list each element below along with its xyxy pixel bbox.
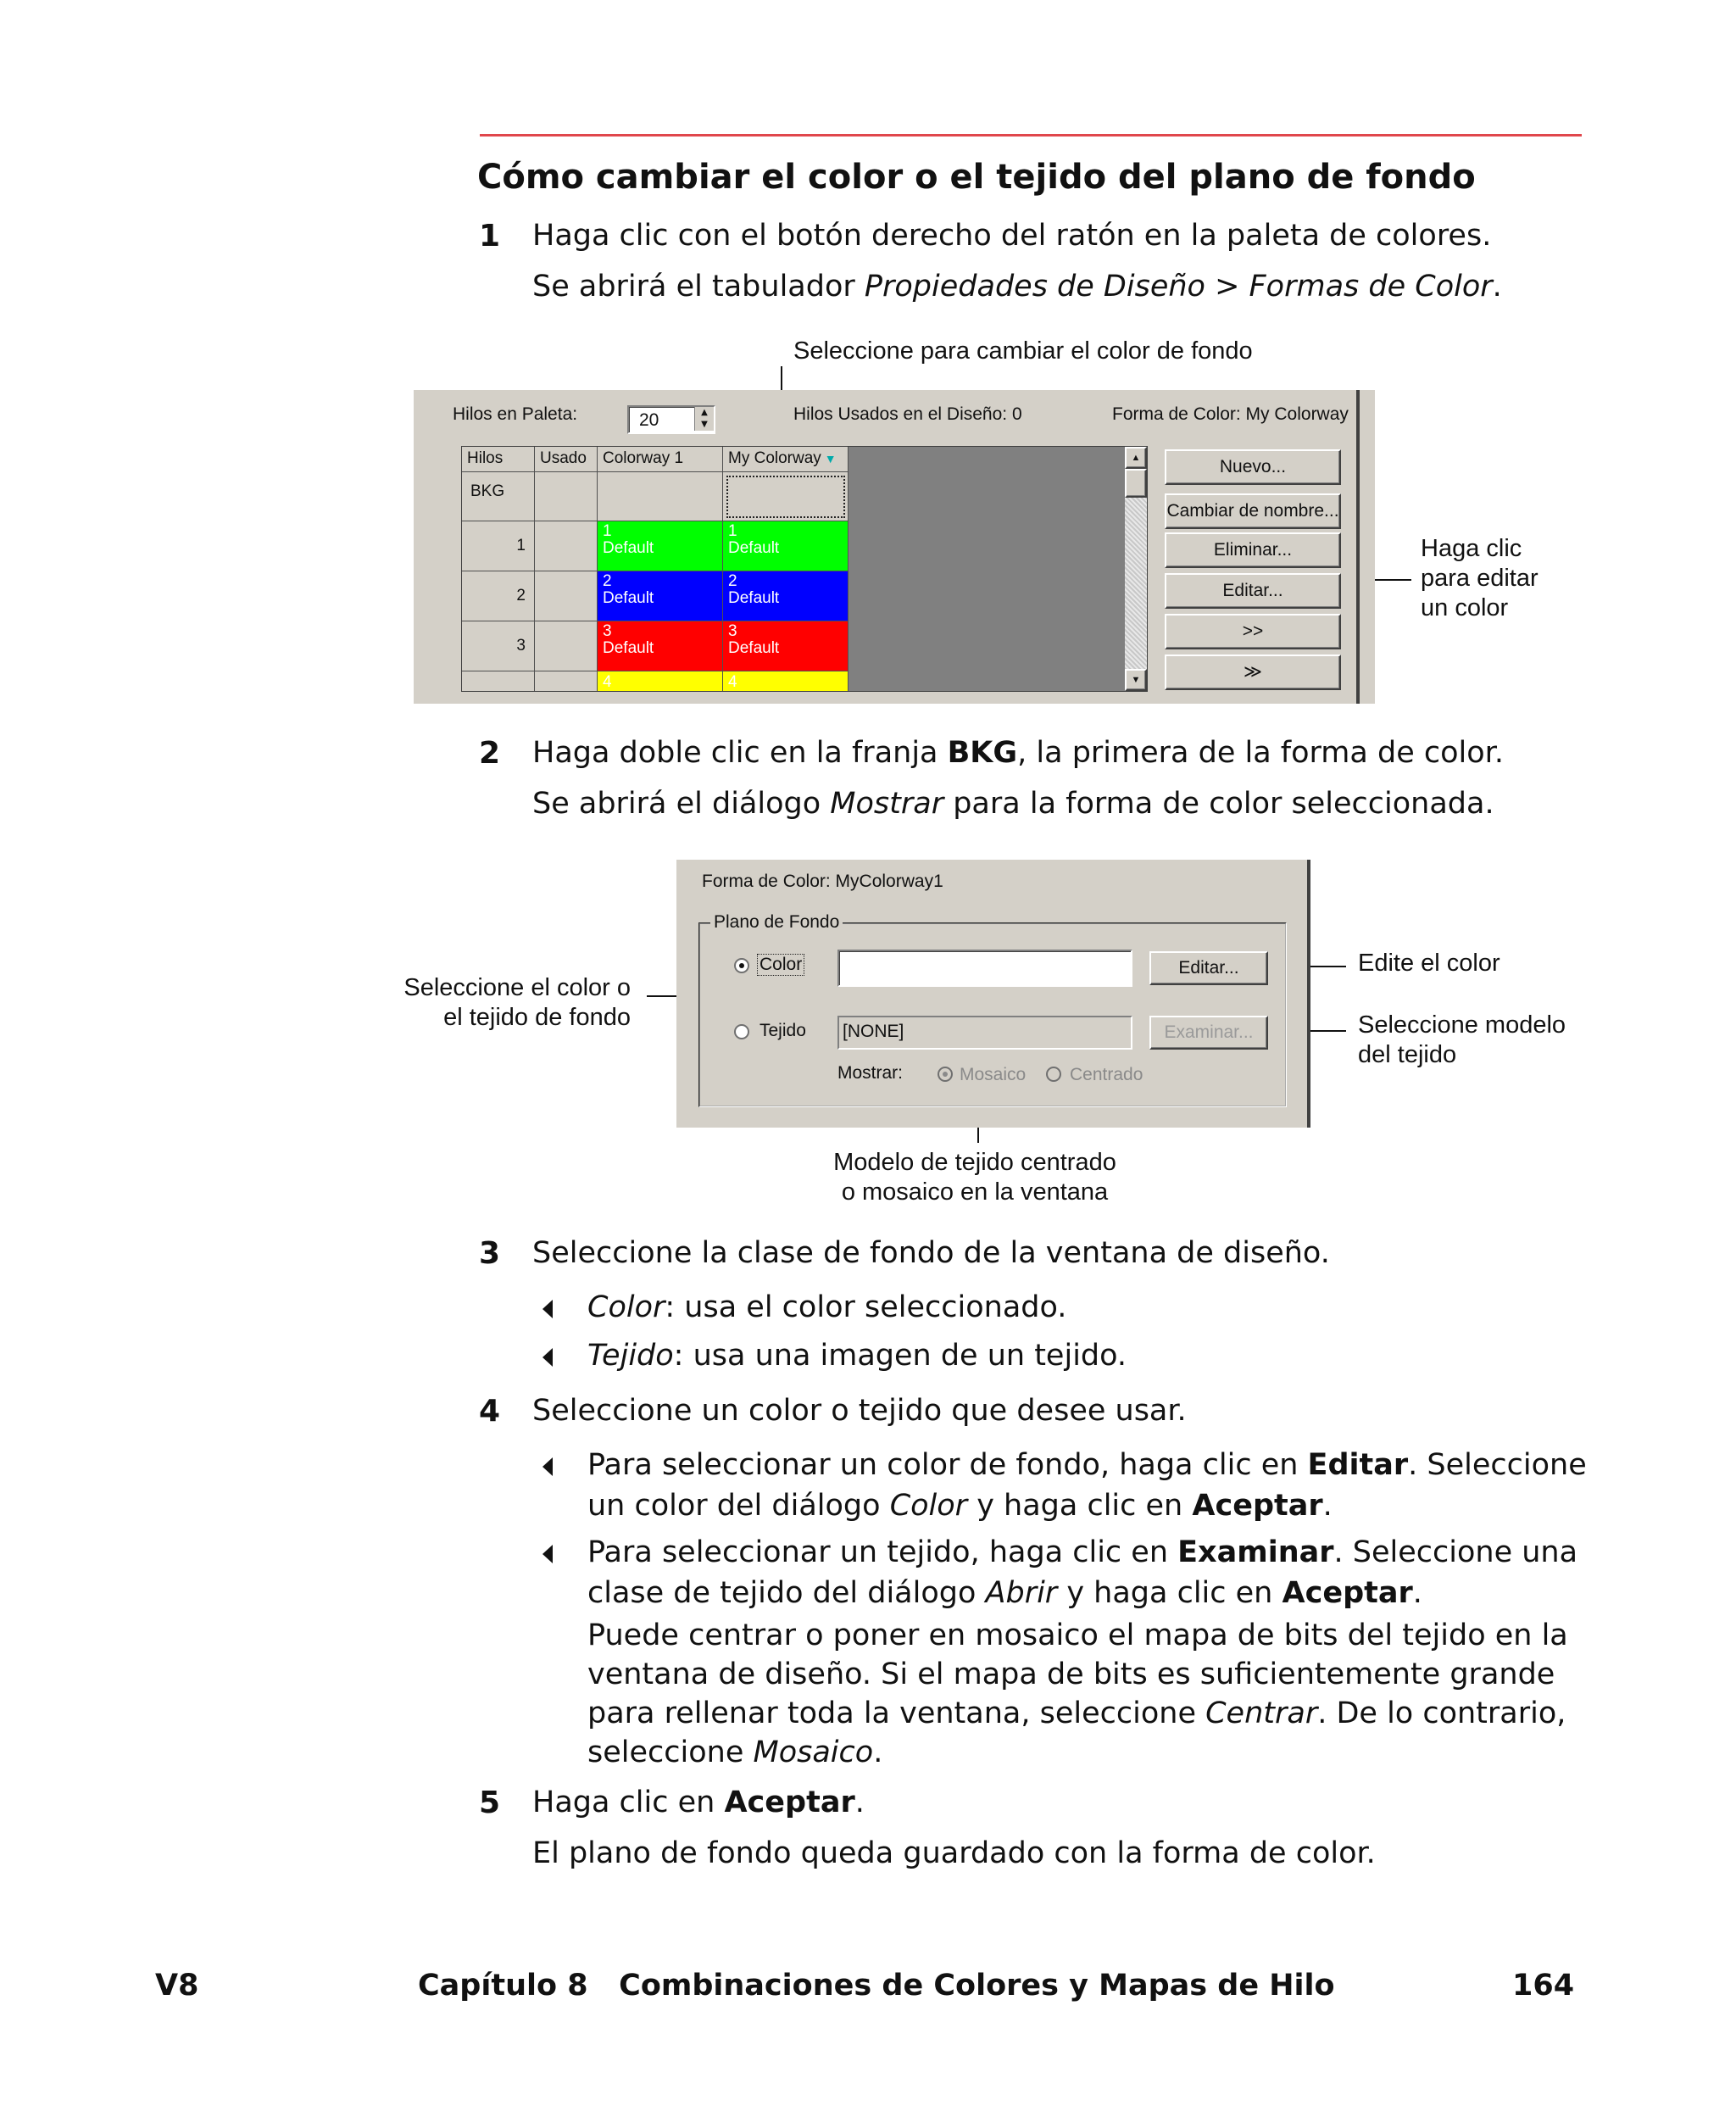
bkg-cell-mycolorway[interactable] — [723, 472, 849, 521]
bullet-text: Para seleccionar un tejido, haga clic en Examinar. Seleccione una — [587, 1535, 1578, 1569]
tejido-field: [NONE] — [837, 1016, 1132, 1050]
step-number: 3 — [479, 1236, 501, 1271]
colorway-grid[interactable] — [461, 446, 1148, 692]
mostrar-label: Mostrar: — [837, 1063, 904, 1083]
vertical-scrollbar[interactable] — [1125, 447, 1147, 691]
color-radio-label[interactable]: Color — [760, 955, 803, 974]
usados-label: Hilos Usados en el Diseño: 0 — [793, 404, 1022, 424]
usado-cell — [535, 521, 598, 571]
step-subtext: Se abrirá el tabulador Propiedades de Diseño > Formas de Color. — [532, 270, 1502, 304]
step-number: 5 — [479, 1786, 501, 1820]
color-cell[interactable]: 4 — [723, 671, 849, 692]
panel-divider — [1356, 390, 1360, 704]
usado-cell — [535, 621, 598, 671]
step-number: 2 — [479, 736, 501, 771]
row-header[interactable]: 1 — [462, 521, 535, 571]
step-number: 1 — [479, 219, 501, 253]
callout-top: Seleccione para cambiar el color de fondo — [793, 337, 1253, 365]
section-title: Cómo cambiar el color o el tejido del plano de fondo — [477, 158, 1476, 197]
scroll-up-icon[interactable]: ▲ — [1125, 447, 1147, 469]
color-cell[interactable]: 2 Default — [598, 571, 723, 621]
step-subtext: Se abrirá el diálogo Mostrar para la forma de color seleccionada. — [532, 787, 1494, 821]
mosaico-radio[interactable] — [938, 1067, 953, 1082]
nuevo-button[interactable]: Nuevo... — [1165, 449, 1341, 485]
step-text: Seleccione la clase de fondo de la ventana de diseño. — [532, 1236, 1330, 1270]
paragraph-line: para rellenar toda la ventana, seleccione Centrar. De lo contrario, — [587, 1696, 1566, 1730]
editar-color-button[interactable]: Editar... — [1165, 573, 1341, 609]
footer-chapter: Capítulo 8 Combinaciones de Colores y Mapas de Hilo — [418, 1969, 1335, 2003]
color-field[interactable] — [837, 950, 1132, 987]
colorway-panel — [414, 390, 1375, 704]
sort-arrow-icon: ▼ — [821, 452, 837, 465]
color-cell[interactable]: 3 Default — [598, 621, 723, 671]
expand-right-button[interactable]: >> — [1165, 614, 1341, 649]
callout-bottom: Modelo de tejido centrado o mosaico en la ventana — [833, 1149, 1116, 1206]
bullet-text: Para seleccionar un color de fondo, haga clic en Editar. Seleccione — [587, 1448, 1587, 1482]
mosaico-radio-label[interactable]: Mosaico — [960, 1065, 1027, 1084]
bkg-cell-colorway1[interactable] — [598, 472, 723, 521]
footer-version: V8 — [155, 1969, 199, 2003]
tejido-radio[interactable] — [734, 1024, 749, 1039]
group-label: Plano de Fondo — [710, 912, 843, 933]
bullet-icon — [542, 1300, 553, 1318]
color-cell[interactable]: 3 Default — [723, 621, 849, 671]
forma-label: Forma de Color: MyColorway1 — [702, 872, 943, 891]
usado-cell — [535, 571, 598, 621]
step-text: Seleccione un color o tejido que desee usar. — [532, 1394, 1187, 1428]
callout-left: Seleccione el color o el tejido de fondo — [403, 974, 631, 1031]
step-subtext: El plano de fondo queda guardado con la forma de color. — [532, 1836, 1376, 1870]
eliminar-button[interactable]: Eliminar... — [1165, 532, 1341, 568]
row-header[interactable]: 3 — [462, 621, 535, 671]
col-header-mycolorway[interactable]: My Colorway ▼ — [723, 447, 849, 472]
row-header[interactable]: 2 — [462, 571, 535, 621]
bullet-text: Tejido: usa una imagen de un tejido. — [587, 1339, 1127, 1373]
paragraph-line: Puede centrar o poner en mosaico el mapa de bits del tejido en la — [587, 1618, 1568, 1652]
callout-model: Seleccione modelo del tejido — [1358, 1011, 1566, 1068]
bullet-icon — [542, 1545, 553, 1563]
bullet-icon — [542, 1457, 553, 1476]
row-header[interactable] — [462, 671, 535, 692]
col-header-usado[interactable]: Usado — [535, 447, 598, 472]
spinner-arrows-icon[interactable]: ▲ ▼ — [694, 407, 714, 431]
row-header-bkg[interactable]: BKG — [462, 472, 535, 521]
centrado-radio-label[interactable]: Centrado — [1070, 1065, 1143, 1084]
step-number: 4 — [479, 1394, 501, 1429]
examinar-button[interactable]: Examinar... — [1149, 1016, 1268, 1050]
callout-right: Haga clic para editar un color — [1421, 535, 1538, 621]
cambiar-nombre-button[interactable]: Cambiar de nombre... — [1165, 493, 1341, 529]
color-cell[interactable]: 4 — [598, 671, 723, 692]
usado-cell — [535, 671, 598, 692]
step-text: Haga clic con el botón derecho del ratón en la paleta de colores. — [532, 219, 1492, 253]
paragraph-line: seleccione Mosaico. — [587, 1735, 883, 1769]
tejido-radio-label[interactable]: Tejido — [760, 1021, 806, 1040]
callout-edit: Edite el color — [1358, 950, 1500, 977]
bullet-text: un color del diálogo Color y haga clic en Aceptar. — [587, 1489, 1333, 1523]
footer-page-number: 164 — [1512, 1969, 1575, 2003]
paragraph-line: ventana de diseño. Si el mapa de bits es suficientemente grande — [587, 1657, 1555, 1691]
bullet-text: Color: usa el color seleccionado. — [587, 1290, 1067, 1324]
step-text: Haga clic en Aceptar. — [532, 1786, 865, 1819]
bullet-text: clase de tejido del diálogo Abrir y haga clic en Aceptar. — [587, 1576, 1422, 1610]
scroll-thumb[interactable] — [1125, 469, 1147, 498]
col-header-colorway1[interactable]: Colorway 1 — [598, 447, 723, 472]
col-header-hilos[interactable]: Hilos — [462, 447, 535, 472]
step-text: Haga doble clic en la franja BKG, la primera de la forma de color. — [532, 736, 1504, 770]
mostrar-dialog — [676, 860, 1310, 1128]
color-cell[interactable]: 2 Default — [723, 571, 849, 621]
hilos-spinner[interactable]: 20 ▲ ▼ — [627, 405, 715, 434]
scroll-down-icon[interactable]: ▼ — [1125, 669, 1147, 691]
color-cell[interactable]: 1 Default — [723, 521, 849, 571]
centrado-radio[interactable] — [1046, 1067, 1061, 1082]
usado-cell — [535, 472, 598, 521]
color-radio[interactable] — [734, 958, 749, 973]
editar-button[interactable]: Editar... — [1149, 951, 1268, 985]
hilos-label: Hilos en Paleta: — [453, 404, 578, 424]
forma-label: Forma de Color: My Colorway — [1112, 404, 1349, 424]
expand-down-button[interactable]: ≫ — [1165, 655, 1341, 690]
bullet-icon — [542, 1348, 553, 1367]
color-cell[interactable]: 1 Default — [598, 521, 723, 571]
